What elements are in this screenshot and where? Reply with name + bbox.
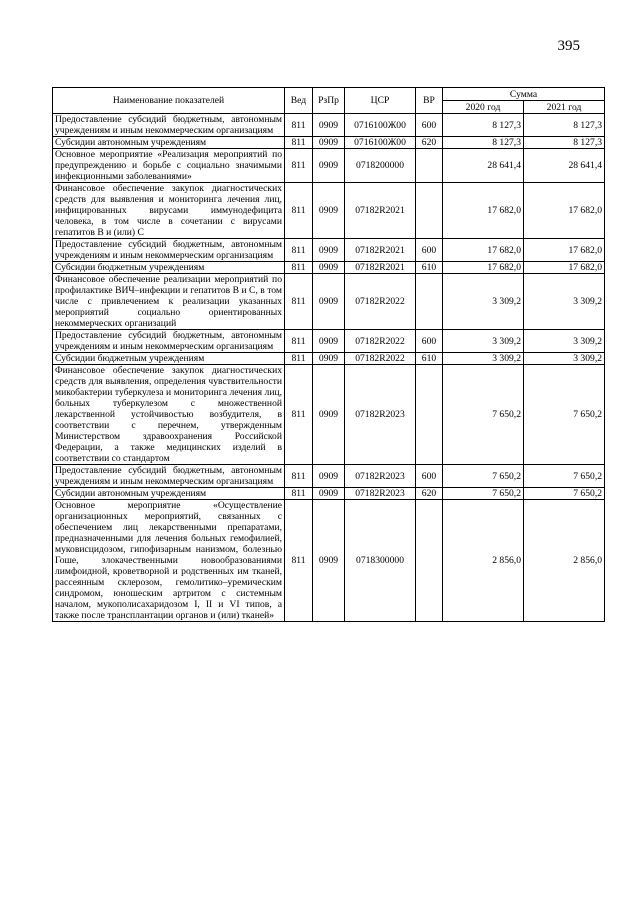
cell-vr [416,183,443,239]
cell-name: Финансовое обеспечение реализации мероприятий по профилактике ВИЧ–инфекции и гепатитов В и С, в том числе с привлечением к реализации указанных мероприятий социально ориентированных некоммерческих организаций [53,274,285,330]
cell-name: Основное мероприятие «Осуществление организационных мероприятий, связанных с обеспечением лиц лекарственными препаратами, предназначенными для лечения больных гемофилией, муковисцидозом, гипофизарным нанизмом, болезнью Гоше, злокачественными новообразованиями лимфоидной, кроветворной и родственных им тканей, рассеянным склерозом, гемолитико–уремическим синдромом, юношеским артритом с системным началом, мукополисахаридозом I, II и VI типов, а также после трансплантации органов и (или) тканей» [53,500,285,622]
cell-name: Предоставление субсидий бюджетным, автономным учреждениям и иным некоммерческим организациям [53,330,285,353]
cell-csr: 07182R2023 [345,465,416,488]
cell-csr: 07182R2022 [345,330,416,353]
cell-csr: 07182R2023 [345,488,416,500]
table-row [53,274,605,330]
cell-ved: 811 [285,183,313,239]
cell-csr: 07182R2021 [345,262,416,274]
page-number: 395 [557,38,580,54]
header-rzpr: РзПр [313,88,345,114]
cell-rzpr: 0909 [313,262,345,274]
cell-vr: 620 [416,488,443,500]
cell-name: Финансовое обеспечение закупок диагностических средств для выявления и мониторинга лечения лиц, инфицированных вирусами иммунодефицита человека, в том числе в сочетании с вирусами гепатитов В и (или) С [53,183,285,239]
cell-ved: 811 [285,488,313,500]
cell-name: Финансовое обеспечение закупок диагностических средств для выявления, определения чувствительности микобактерии туберкулеза и мониторинга лечения лиц, больных туберкулезом с множественной лекарственной устойчивостью возбудителя, в соответствии с перечнем, утвержденным Министерством здравоохранения Российской Федерации, а также медицинских изделий в соответствии со стандартом [53,365,285,465]
cell-sum-2020: 7 650,2 [443,488,524,500]
cell-name: Субсидии бюджетным учреждениям [53,262,285,274]
cell-sum-2021: 7 650,2 [524,365,605,465]
cell-vr [416,149,443,183]
cell-sum-2021: 17 682,0 [524,239,605,262]
table-row [53,239,605,262]
table-row [53,114,605,137]
table-body [53,114,605,622]
cell-csr: 0716100Ж00 [345,114,416,137]
cell-sum-2021: 17 682,0 [524,183,605,239]
header-2021: 2021 год [524,101,605,114]
cell-ved: 811 [285,353,313,365]
cell-ved: 811 [285,500,313,622]
cell-ved: 811 [285,137,313,149]
table-row [53,500,605,622]
table-row [53,488,605,500]
cell-csr: 07182R2022 [345,274,416,330]
budget-table [52,87,605,622]
cell-name: Предоставление субсидий бюджетным, автономным учреждениям и иным некоммерческим организациям [53,239,285,262]
cell-rzpr: 0909 [313,137,345,149]
cell-rzpr: 0909 [313,465,345,488]
table-row [53,149,605,183]
cell-csr: 0718300000 [345,500,416,622]
cell-vr [416,365,443,465]
cell-sum-2020: 3 309,2 [443,274,524,330]
cell-sum-2020: 3 309,2 [443,353,524,365]
cell-ved: 811 [285,330,313,353]
table-row [53,137,605,149]
header-2020: 2020 год [443,101,524,114]
cell-vr: 600 [416,239,443,262]
header-ved: Вед [285,88,313,114]
cell-rzpr: 0909 [313,183,345,239]
cell-sum-2020: 8 127,3 [443,137,524,149]
cell-rzpr: 0909 [313,114,345,137]
cell-vr [416,500,443,622]
cell-sum-2020: 28 641,4 [443,149,524,183]
cell-csr: 0716100Ж00 [345,137,416,149]
cell-sum-2021: 3 309,2 [524,353,605,365]
cell-name: Субсидии бюджетным учреждениям [53,353,285,365]
cell-name: Предоставление субсидий бюджетным, автономным учреждениям и иным некоммерческим организациям [53,114,285,137]
cell-rzpr: 0909 [313,353,345,365]
cell-vr: 610 [416,353,443,365]
cell-sum-2021: 8 127,3 [524,114,605,137]
cell-rzpr: 0909 [313,500,345,622]
cell-vr: 600 [416,465,443,488]
cell-csr: 07182R2021 [345,183,416,239]
cell-sum-2020: 2 856,0 [443,500,524,622]
cell-ved: 811 [285,149,313,183]
cell-ved: 811 [285,465,313,488]
cell-name: Субсидии автономным учреждениям [53,488,285,500]
cell-name: Основное мероприятие «Реализация мероприятий по предупреждению и борьбе с социально значимыми инфекционными заболеваниями» [53,149,285,183]
cell-name: Субсидии автономным учреждениям [53,137,285,149]
cell-ved: 811 [285,239,313,262]
cell-sum-2020: 17 682,0 [443,183,524,239]
cell-vr: 610 [416,262,443,274]
table-row [53,365,605,465]
cell-sum-2020: 3 309,2 [443,330,524,353]
table-row [53,183,605,239]
cell-ved: 811 [285,262,313,274]
cell-ved: 811 [285,274,313,330]
cell-ved: 811 [285,114,313,137]
cell-vr: 600 [416,330,443,353]
table-row [53,465,605,488]
cell-sum-2021: 7 650,2 [524,465,605,488]
cell-rzpr: 0909 [313,488,345,500]
table-row [53,353,605,365]
cell-csr: 0718200000 [345,149,416,183]
cell-vr: 600 [416,114,443,137]
cell-rzpr: 0909 [313,330,345,353]
cell-rzpr: 0909 [313,149,345,183]
cell-csr: 07182R2021 [345,239,416,262]
cell-csr: 07182R2022 [345,353,416,365]
header-name: Наименование показателей [53,88,285,114]
cell-sum-2020: 7 650,2 [443,365,524,465]
cell-sum-2021: 28 641,4 [524,149,605,183]
header-sum: Сумма [443,88,605,101]
header-csr: ЦСР [345,88,416,114]
cell-sum-2020: 7 650,2 [443,465,524,488]
header-vr: ВР [416,88,443,114]
cell-name: Предоставление субсидий бюджетным, автономным учреждениям и иным некоммерческим организациям [53,465,285,488]
cell-rzpr: 0909 [313,239,345,262]
cell-rzpr: 0909 [313,274,345,330]
cell-csr: 07182R2023 [345,365,416,465]
table-header [53,88,605,114]
cell-sum-2021: 3 309,2 [524,330,605,353]
cell-sum-2021: 2 856,0 [524,500,605,622]
cell-sum-2020: 17 682,0 [443,239,524,262]
cell-vr [416,274,443,330]
cell-sum-2021: 17 682,0 [524,262,605,274]
cell-sum-2020: 8 127,3 [443,114,524,137]
table-row [53,262,605,274]
table-row [53,330,605,353]
cell-sum-2020: 17 682,0 [443,262,524,274]
cell-ved: 811 [285,365,313,465]
cell-sum-2021: 8 127,3 [524,137,605,149]
cell-vr: 620 [416,137,443,149]
cell-sum-2021: 7 650,2 [524,488,605,500]
cell-sum-2021: 3 309,2 [524,274,605,330]
cell-rzpr: 0909 [313,365,345,465]
